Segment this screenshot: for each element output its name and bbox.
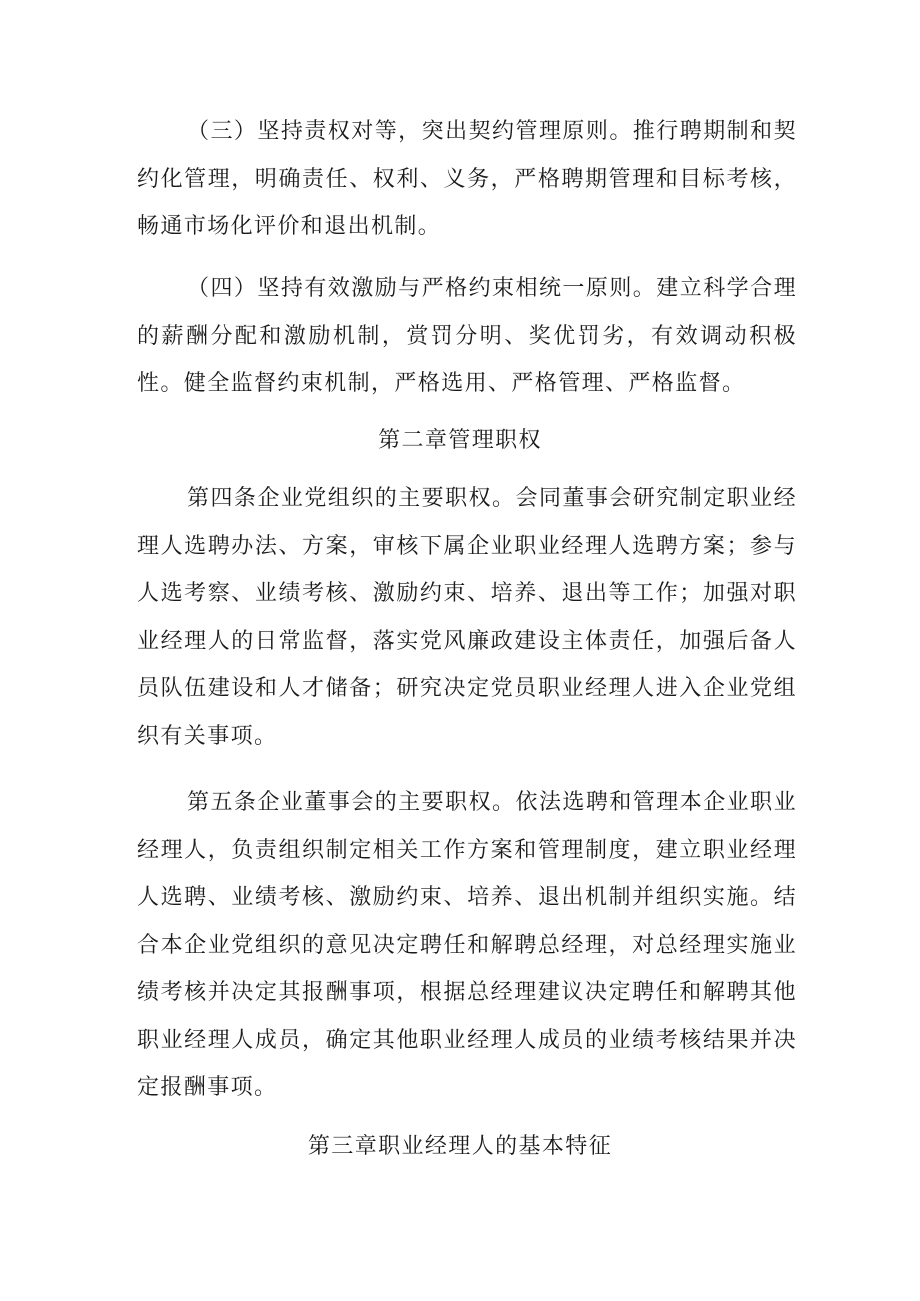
article-4-paragraph: 第四条企业党组织的主要职权。会同董事会研究制定职业经理人选聘办法、方案，审核下属企业职业经理人选聘方案；参与人选考察、业绩考核、激励约束、培养、退出等工作；加强对职业经理人的日常监督，落实党风廉政建设主体责任，加强后备人员队伍建设和人才储备；研究决定党员职业经理人进入企业党组织有关事项。 xyxy=(137,486,797,749)
chapter-3-heading: 第三章职业经理人的基本特征 xyxy=(307,1134,613,1159)
paragraph-principle-3: （三）坚持责权对等，突出契约管理原则。推行聘期制和契约化管理，明确责任、权利、义务，严格聘期管理和目标考核，畅通市场化评价和退出机制。 xyxy=(137,119,797,239)
article-5-paragraph: 第五条企业董事会的主要职权。依法选聘和管理本企业职业经理人，负责组织制定相关工作方案和管理制度，建立职业经理人选聘、业绩考核、激励约束、培养、退出机制并组织实施。结合本企业党组织的意见决定聘任和解聘总经理，对总经理实施业绩考核并决定其报酬事项，根据总经理建议决定聘任和解聘其他职业经理人成员，确定其他职业经理人成员的业绩考核结果并决定报酬事项。 xyxy=(137,790,797,1100)
paragraph-principle-4: （四）坚持有效激励与严格约束相统一原则。建立科学合理的薪酬分配和激励机制，赏罚分明、奖优罚劣，有效调动积极性。健全监督约束机制，严格选用、严格管理、严格监督。 xyxy=(137,276,797,396)
chapter-2-heading: 第二章管理职权 xyxy=(378,428,542,453)
